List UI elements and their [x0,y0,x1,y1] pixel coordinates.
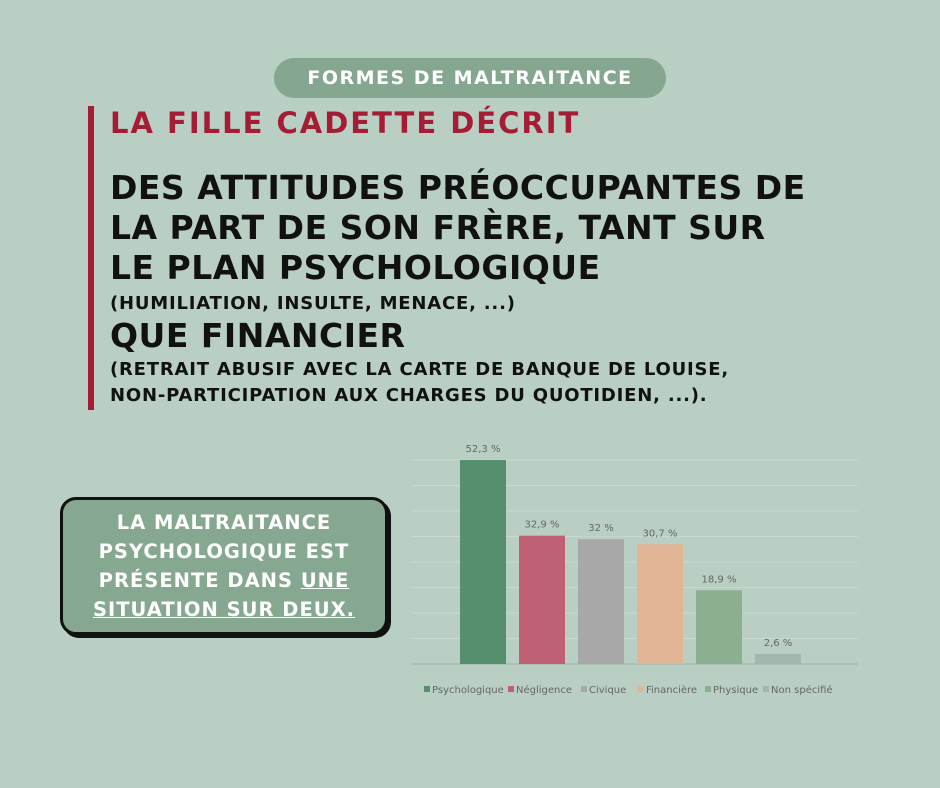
bar-1 [519,536,565,664]
callout-line-4: SITUATION SUR DEUX. [92,598,356,621]
callout-line-2: PSYCHOLOGIQUE EST [98,540,350,563]
legend-label: Civique [589,685,627,696]
legend-swatch [763,686,769,692]
bar-0 [460,460,506,664]
heading-line-3: LE PLAN PSYCHOLOGIQUE [110,248,601,287]
legend-swatch [638,686,644,692]
legend-swatch [705,686,711,692]
legend-label: Négligence [516,685,573,696]
heading-line-1: DES ATTITUDES PRÉOCCUPANTES DE [110,168,806,207]
bar-value-label: 18,9 % [701,574,737,586]
bar-value-label: 52,3 % [465,444,501,455]
bar-value-label: 32,9 % [524,519,560,531]
legend-swatch [508,686,514,692]
legend-label: Financière [646,685,698,696]
legend-label: Physique [713,685,759,696]
heading-line-2: LA PART DE SON FRÈRE, TANT SUR [110,208,766,247]
callout-line-1: LA MALTRAITANCE [116,511,332,534]
legend-label: Psychologique [432,685,504,696]
legend-swatch [424,686,430,692]
legend-label: Non spécifié [771,685,833,696]
heading-detail-1: (HUMILIATION, INSULTE, MENACE, ...) [110,293,516,314]
bar-2 [578,539,624,664]
bar-value-label: 32 % [588,523,614,535]
heading-intro: LA FILLE CADETTE DÉCRIT [110,106,581,140]
bar-value-label: 30,7 % [642,528,678,540]
heading-detail-2: (RETRAIT ABUSIF AVEC LA CARTE DE BANQUE DE LOUISE, [110,359,730,380]
bar-5 [755,654,801,664]
heading-line-5: QUE FINANCIER [110,316,406,355]
bar-value-label: 2,6 % [763,637,793,649]
callout-line-3-prefix: PRÉSENTE DANS [98,569,301,592]
legend-swatch [581,686,587,692]
heading-detail-3: NON-PARTICIPATION AUX CHARGES DU QUOTIDIEN, ...). [110,385,708,406]
bar-3 [637,544,683,664]
bar-4 [696,590,742,664]
callout-underlined-text: UNE [300,569,350,592]
category-badge: FORMES DE MALTRAITANCE [274,58,666,98]
